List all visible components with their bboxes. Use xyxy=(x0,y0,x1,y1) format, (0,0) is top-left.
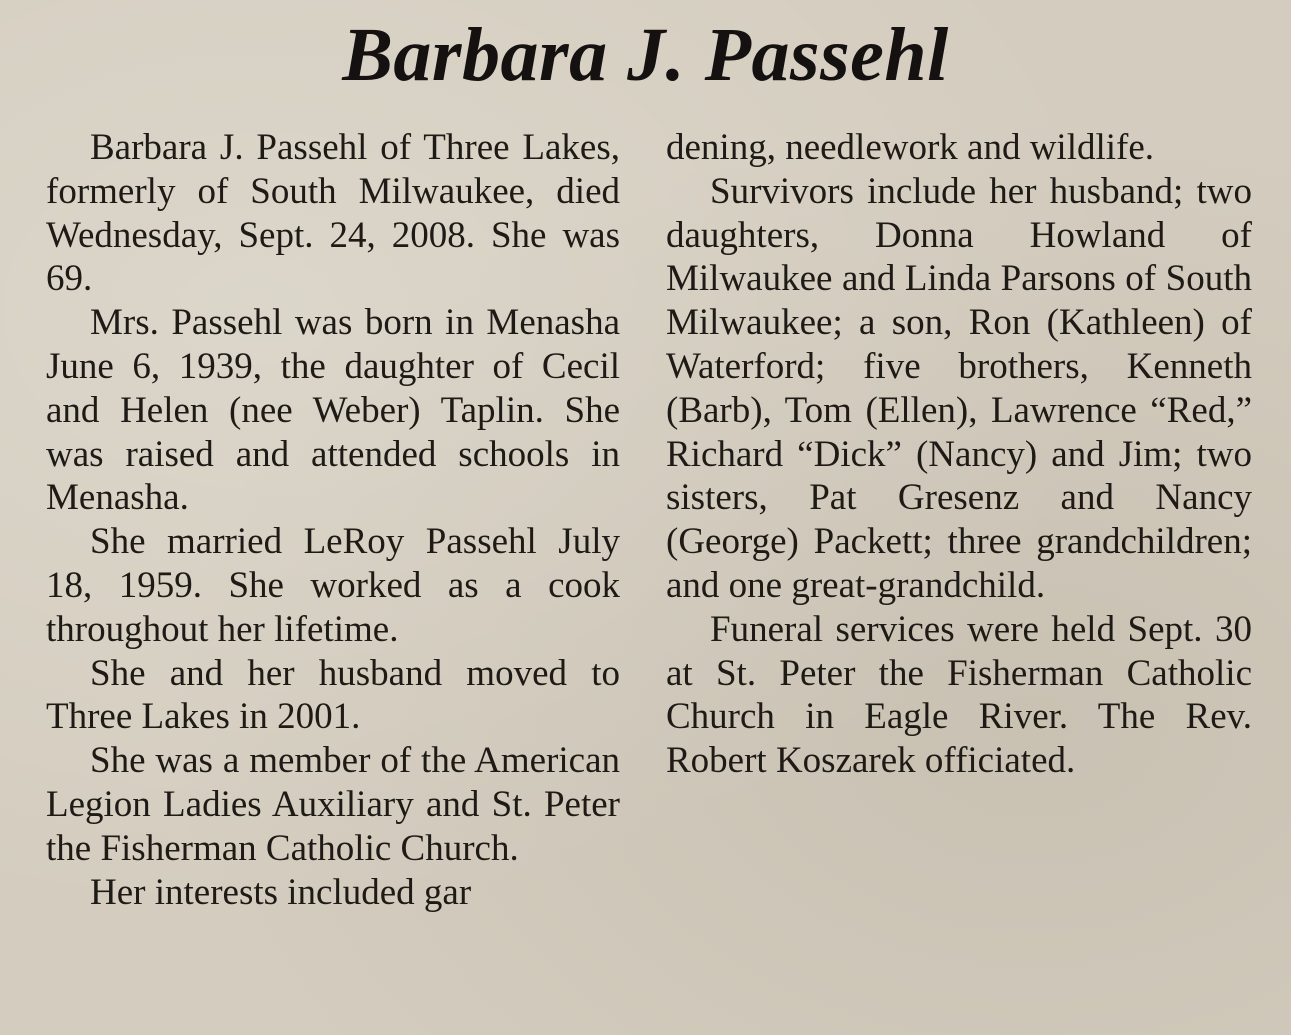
paragraph-survivors: Survivors include her husband; two daughters, Donna Howland of Milwaukee and Linda Parsons of South Milwaukee; a son, Ron (Kathleen) of Waterford; five brothers, Kenneth (Barb), Tom (Ellen), Lawrence “Red,” Richard “Dick” (Nancy) and Jim; two sisters, Pat Gresenz and Nancy (George) Packett; three grandchildren; and one great-grandchild. xyxy=(666,170,1252,606)
right-column xyxy=(666,126,1252,783)
paragraph-funeral: Funeral services were held Sept. 30 at St. Peter the Fisherman Catholic Church in Eagle River. The Rev. Robert Koszarek officiated. xyxy=(666,608,1252,782)
paragraph-intro: Barbara J. Passehl of Three Lakes, formerly of South Milwaukee, died Wednesday, Sept. 24, 2008. She was 69. xyxy=(46,127,620,300)
paragraph-interests-end: dening, needlework and wildlife. xyxy=(666,127,1155,168)
paragraph-birth: Mrs. Passehl was born in Menasha June 6, 1939, the daughter of Cecil and Helen (nee Weber) Taplin. She was raised and attended schools in Menasha. xyxy=(46,302,620,519)
paragraph-move: She and her husband moved to Three Lakes in 2001. xyxy=(46,652,620,738)
paragraph-membership: She was a member of the American Legion Ladies Auxiliary and St. Peter the Fisherman Catholic Church. xyxy=(46,740,620,869)
left-column xyxy=(46,126,620,914)
paragraph-interests-start: Her interests included gar xyxy=(90,871,472,913)
obituary-headline: Barbara J. Passehl xyxy=(342,13,949,97)
paragraph-marriage: She married LeRoy Passehl July 18, 1959. She worked as a cook throughout her lifetime. xyxy=(46,521,620,650)
